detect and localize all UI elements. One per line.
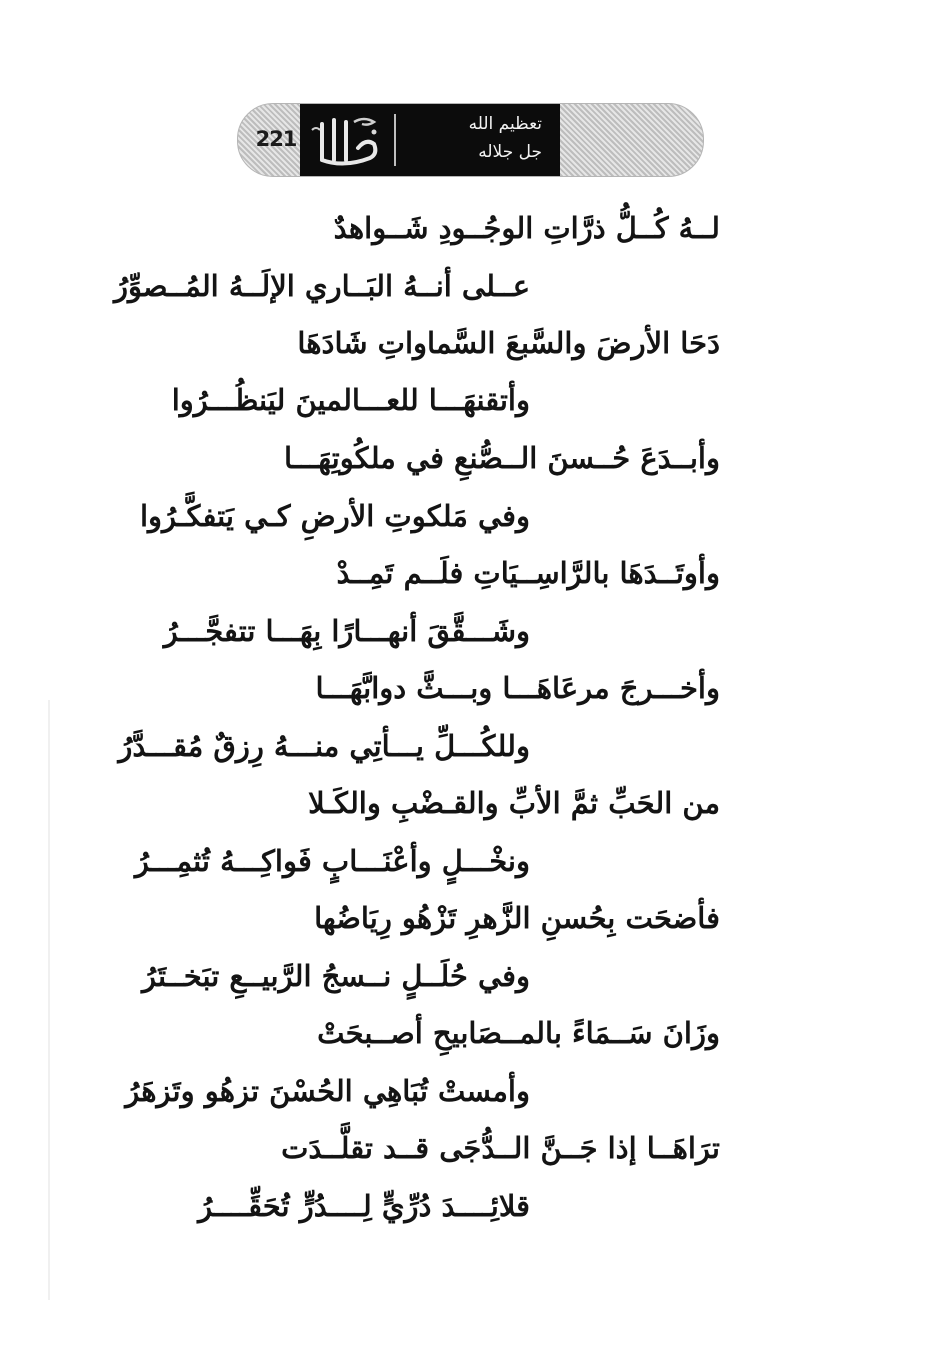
poem-line: وأمستْ تُبَاهِي الحُسْنَ تزهُو وتَزهَرُ (125, 1074, 530, 1108)
poem-line: وزَانَ سَــمَاءً بالمــصَابيحِ أصــبحَتْ (317, 1016, 720, 1050)
poem-line: دَحَا الأرضَ والسَّبعَ السَّماواتِ شَادَهَا (297, 326, 720, 360)
poem-line: لــهُ كُــلُّ ذرَّاتِ الوجُــودِ شَــواهدٌ (333, 211, 720, 245)
poem-line: ونخْـــلٍ وأعْنَـــابٍ فَواكِـــهُ تُثمِـــرُ (134, 844, 530, 878)
poem-line: من الحَبِّ ثمَّ الأبِّ والقـضْبِ والكَـلا (308, 786, 720, 820)
header-divider (394, 114, 396, 166)
header-subtitle: جل جلاله (478, 142, 542, 162)
page-header-banner (237, 103, 704, 177)
poem-line: قلائِــــدَ دُرِّيٍّ لِــــدُرٍّ تُحَقِّــــرُ (198, 1189, 530, 1223)
header-title: تعظيم الله (468, 114, 542, 134)
poem-line: ترَاهَــا إذا جَــنَّ الــدُّجَى قــد تقلَّــدَت (281, 1131, 720, 1165)
allah-calligraphy-logo (304, 110, 390, 170)
title-panel (300, 104, 560, 176)
page-edge-shadow (48, 700, 50, 1300)
poem-line: وأوتَــدَهَا بالرَّاسِــيَاتِ فلَــم تَمِــدْ (336, 556, 720, 590)
poem-line: وأخـــرجَ مرعَاهَـــا وبـــثَّ دوابَّهَـــا (315, 671, 720, 705)
poem-line: وللكُـــلِّ يـــأتِي منـــهُ رِزقٌ مُقـــدَّرُ (118, 729, 530, 763)
poem-line: وأتقنهَـــا للعـــالمينَ ليَنظُـــرُوا (171, 383, 530, 417)
poem-line: فأضحَت بِحُسنِ الزَّهرِ تَزْهُو رِيَاضُها (314, 901, 720, 935)
poem-line: وأبــدَعَ حُــسنَ الــصُّنعِ في ملكُوتِهَـــا (283, 441, 720, 475)
poem-line: وشَـــقَّقَ أنهـــارًا بِهَـــا تتفجَّـــرُ (163, 614, 530, 648)
poem-line: عــلى أنــهُ البَــاري الإلَــهُ المُــصوِّرُ (113, 269, 530, 303)
poem-line: وفي مَلكوتِ الأرضِ كـي يَتفكَّـرُوا (139, 499, 530, 533)
poem-line: وفي حُلَــلٍ نــسجُ الرَّبيــعِ تبَخــتَرُ (142, 959, 530, 993)
page-number: 221 (255, 127, 297, 151)
